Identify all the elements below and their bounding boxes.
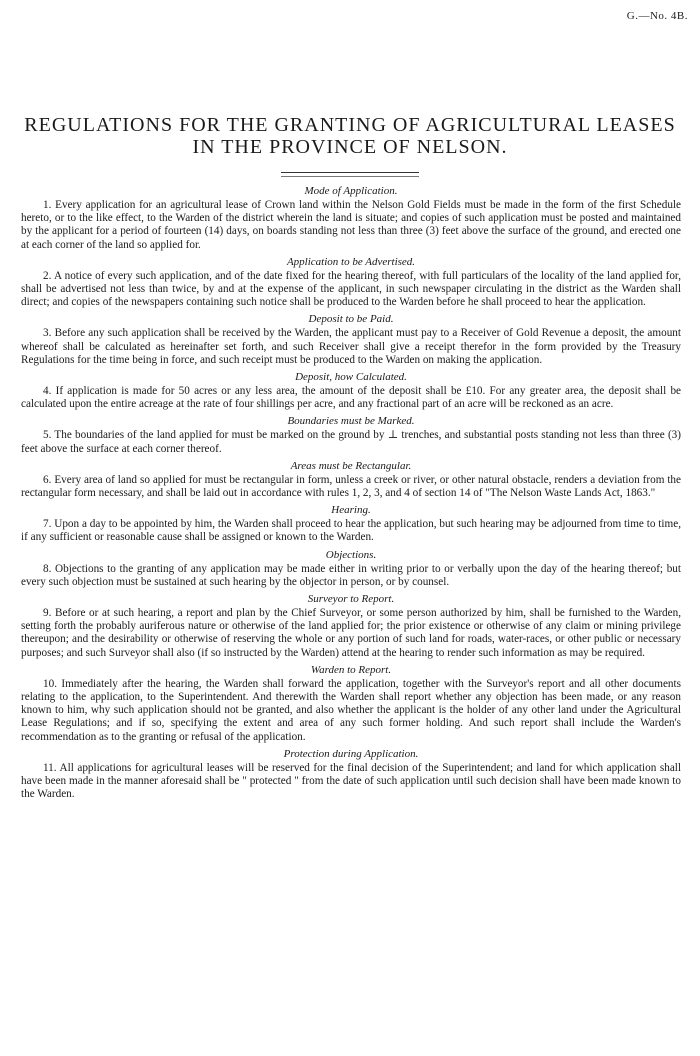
section-heading: Areas must be Rectangular. [290,459,412,472]
section-surveyor-report [21,592,681,660]
section-paragraph: 9. Before or at such hearing, a report and plan by the Chief Surveyor, or some person authorized by him, shall be furnished to the Warden, setting forth the probably auriferous nature or otherwise of the land applied for; the prior existence or otherwise of any claim or mining privilege thereupon; and the desirability or otherwise of reserving the whole or any portion of such land for roads, water-races, or other public or necessary purposes; and such Surveyor shall also (if so instructed by the Warden) attend at the hearing to render such information as may be required. [21,607,681,659]
section-deposit-paid [21,312,681,367]
section-paragraph: 6. Every area of land so applied for must be rectangular in form, unless a creek or river, or other natural obstacle, renders a deviation from the rectangular form necessary, and shall be laid out in accordance with rules 1, 2, 3, and 4 of section 14 of "The Nelson Waste Lands Act, 1863." [21,473,681,500]
section-boundaries-marked [21,414,681,455]
section-hearing [21,503,681,544]
section-areas-rectangular [21,459,681,500]
section-heading: Hearing. [331,504,371,517]
title-line-2: IN THE PROVINCE OF NELSON. [192,136,508,158]
section-paragraph: 10. Immediately after the hearing, the Warden shall forward the application, together with the Surveyor's report and all other documents relating to the application, to the Superintendent. And therewith the Warden shall report whether any objection has been made, or any reason known to him, why such application should not be granted, and also whether the applicant is the holder of any other land under the Agricultural Lease Regulations; and if so, specifying the extent and area of any such former holding. And such report shall include the Warden's recommendation as to the granting or refusal of the application. [21,677,681,743]
section-heading: Deposit, how Calculated. [295,371,407,384]
section-heading: Boundaries must be Marked. [287,415,415,428]
section-heading: Deposit to be Paid. [308,313,394,326]
section-paragraph: 4. If application is made for 50 acres or any less area, the amount of the deposit shall be £10. For any greater area, the deposit shall be calculated upon the entire acreage at the rate of four shillings per acre, and any fractional part of an acre will be reckoned as an acre. [21,385,681,411]
page-reference: G.—No. 4B. [626,10,688,22]
section-paragraph: 8. Objections to the granting of any application may be made either in writing prior to or verbally upon the day of the hearing thereof; but every such objection must be sustained at such hearing by the objector in person, or by counsel. [21,562,681,588]
section-warden-report [21,663,681,744]
section-mode-of-application [21,184,681,252]
title-divider [281,172,419,177]
section-paragraph: 1. Every application for an agricultural lease of Crown land within the Nelson Gold Fields must be made in the form of the first Schedule hereto, or to the like effect, to the Warden of the district wherein the land is situate; and copies of such application must be posted and maintained by the applicant for a period of fourteen (14) days, on boards standing not less than three (3) feet above the surface of the ground, and erected one at each corner of the land so applied for. [21,199,681,251]
document-title [0,114,700,158]
section-heading: Warden to Report. [310,663,392,676]
section-objections [21,548,681,589]
section-protection-during-application [21,747,681,802]
section-deposit-calculated [21,370,681,411]
section-application-advertised [21,255,681,310]
section-paragraph: 2. A notice of every such application, and of the date fixed for the hearing thereof, with full particulars of the locality of the land applied for, shall be advertised not less than twice, by and at the expense of the applicant, in such newspaper circulating in the district as the Warden shall direct; and copies of the newspapers containing such notice shall be produced to the Warden before he shall proceed to hear the application. [21,269,681,309]
section-paragraph: 11. All applications for agricultural leases will be reserved for the final decision of the Superintendent; and land for which application shall have been made in the manner aforesaid shall be " protected " from the date of such application until such decision shall have been made known to the Warden. [21,761,681,801]
section-paragraph: 5. The boundaries of the land applied for must be marked on the ground by ⊥ trenches, and substantial posts standing not less than three (3) feet above the surface at each corner thereof. [21,429,681,455]
section-heading: Application to be Advertised. [286,255,416,268]
section-heading: Protection during Application. [283,747,419,760]
regulations-body [21,182,681,805]
section-heading: Surveyor to Report. [307,593,395,606]
section-paragraph: 7. Upon a day to be appointed by him, the Warden shall proceed to hear the application, but such hearing may be adjourned from time to time, if any sufficient or reasonable cause shall be assigned or known to the Warden. [21,518,681,544]
section-heading: Objections. [325,548,377,561]
title-line-1: REGULATIONS FOR THE GRANTING OF AGRICULTURAL LEASES [24,114,676,136]
section-paragraph: 3. Before any such application shall be received by the Warden, the applicant must pay to a Receiver of Gold Revenue a deposit, the amount whereof shall be calculated as hereinafter set forth, and such Receiver shall give a receipt therefor in the form provided by the Treasury Regulations for the time being in force, and such receipt must be produced to the Warden on making the application. [21,327,681,366]
section-heading: Mode of Application. [304,185,398,197]
